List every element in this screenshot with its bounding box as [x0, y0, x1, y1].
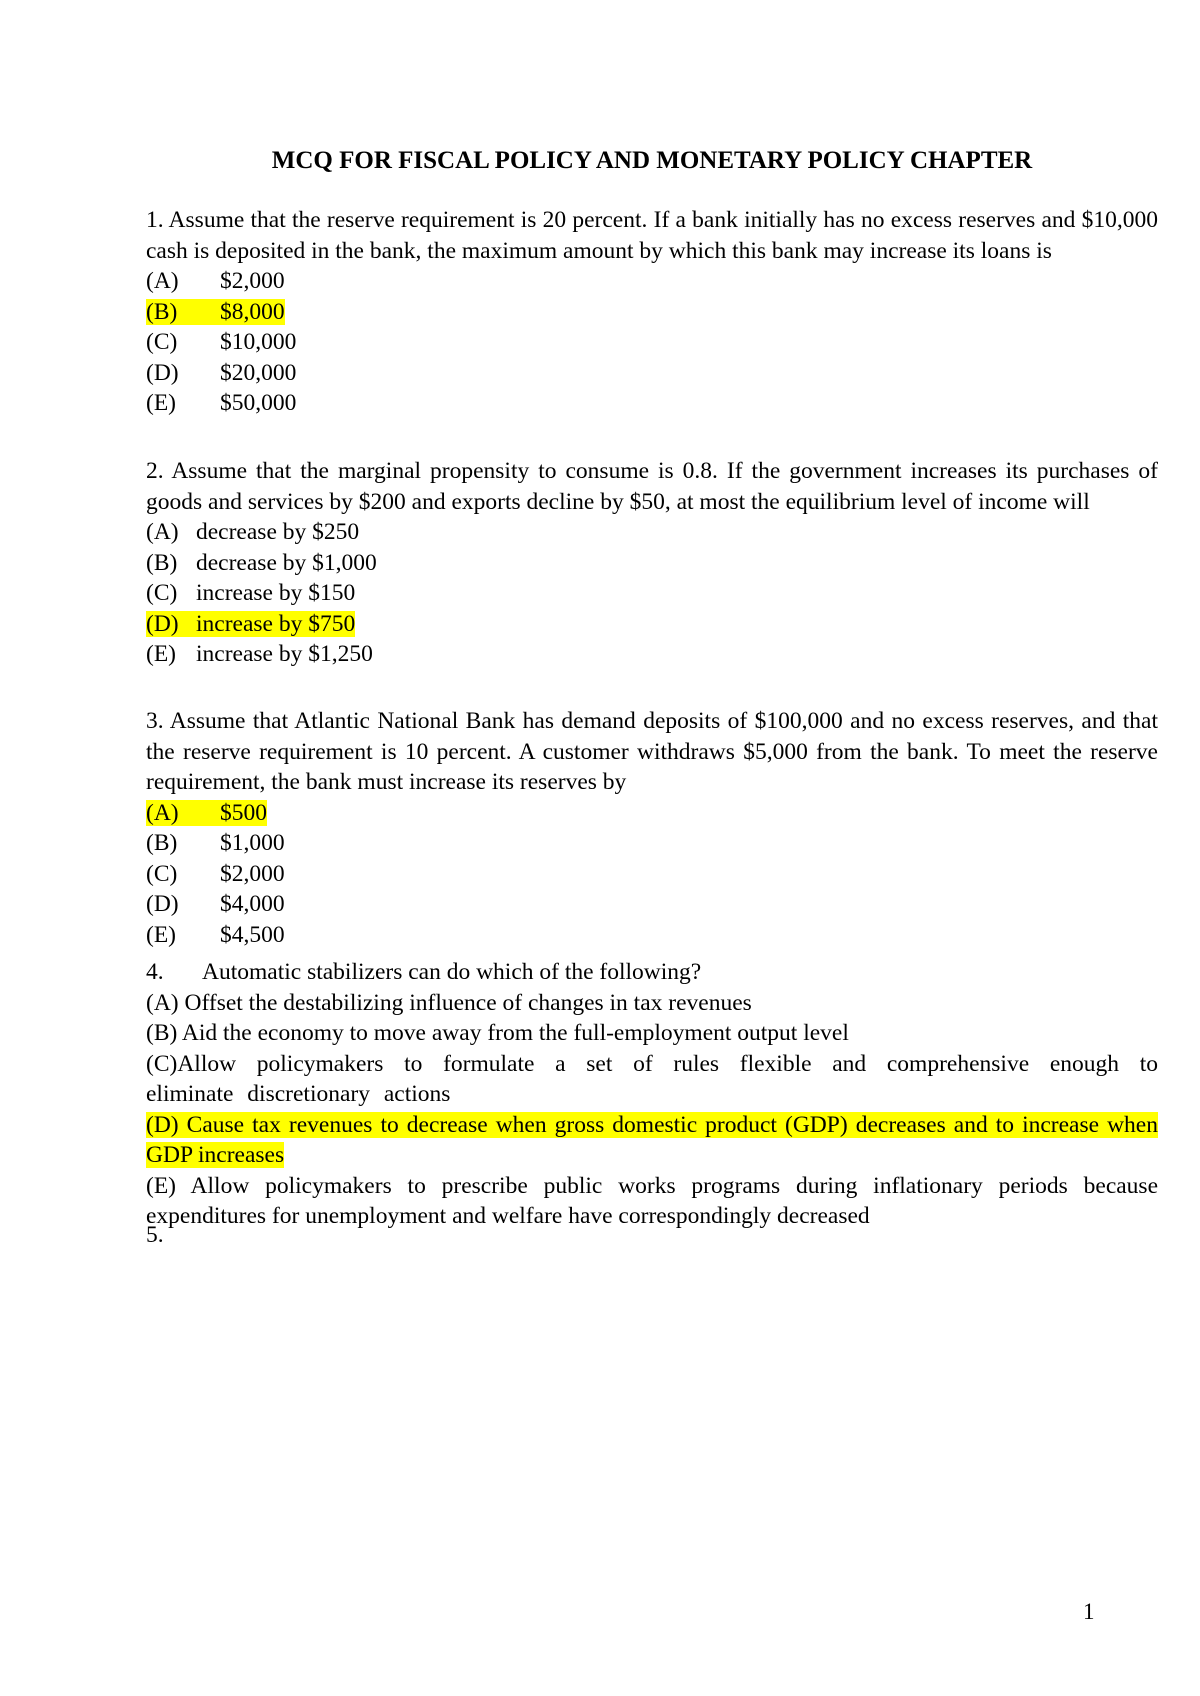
option-letter: (E)	[146, 641, 177, 667]
option-d-highlighted	[146, 1110, 1158, 1171]
option-letter: (D)	[146, 610, 179, 637]
option-text: $1,000	[220, 830, 285, 856]
option-c	[146, 327, 1158, 358]
option-text: (D) Cause tax revenues to decrease when gross domestic product (GDP) decreases and to increase when GDP increases	[146, 1111, 1158, 1168]
question-number: 4.	[146, 959, 164, 985]
question-2	[146, 456, 1158, 670]
option-e	[146, 388, 1158, 419]
option-text: increase by $150	[196, 580, 356, 606]
option-text: $4,500	[220, 921, 285, 948]
option-letter: (C)	[146, 860, 178, 887]
option-text: $10,000	[220, 329, 297, 355]
option-letter: (C)	[146, 580, 178, 606]
question-stem: 3. Assume that Atlantic National Bank has demand deposits of $100,000 and no excess reserves, and that the reserve requirement is 10 percent. A customer withdraws $5,000 from the bank. To meet the reserve requirement, the bank must increase its reserves by	[146, 708, 1158, 795]
option-text: $20,000	[220, 359, 297, 386]
option-letter: (E)	[146, 390, 177, 416]
option-c	[146, 859, 1158, 890]
option-text: $2,000	[220, 268, 285, 294]
option-e	[146, 920, 1158, 951]
document-title: MCQ FOR FISCAL POLICY AND MONETARY POLICY CHAPTER	[271, 147, 1033, 174]
option-text: $4,000	[220, 891, 285, 917]
question-stem: Automatic stabilizers can do which of the following?	[202, 959, 702, 985]
option-e: (E) Allow policymakers to prescribe public works programs during inflationary periods because expenditures for unemployment and welfare have correspondingly decreased	[146, 1172, 1158, 1229]
option-letter: (D)	[146, 891, 179, 917]
option-c: (C)Allow policymakers to formulate a set of rules flexible and comprehensive enough to eliminate discretionary actions	[146, 1050, 1158, 1107]
option-letter: (A)	[146, 799, 179, 826]
option-text: $500	[220, 799, 267, 826]
option-text: $8,000	[220, 298, 285, 325]
option-a	[146, 517, 1158, 548]
option-letter: (B)	[146, 830, 178, 856]
option-letter: (D)	[146, 359, 179, 386]
option-b: (B) Aid the economy to move away from the full-employment output level	[146, 1020, 849, 1046]
question-4	[146, 957, 1158, 1232]
option-d	[146, 889, 1158, 920]
question-stem: 1. Assume that the reserve requirement is 20 percent. If a bank initially has no excess reserves and $10,000 cash is deposited in the bank, the maximum amount by which this bank may increase its loans is	[146, 207, 1158, 264]
option-a	[146, 266, 1158, 297]
option-letter: (A)	[146, 519, 179, 545]
option-c	[146, 578, 1158, 609]
option-b-highlighted	[146, 297, 1158, 328]
option-e	[146, 639, 1158, 670]
option-text: decrease by $1,000	[196, 549, 377, 576]
option-b	[146, 828, 1158, 859]
question-1	[146, 205, 1158, 419]
option-text: $2,000	[220, 860, 285, 887]
option-text: $50,000	[220, 390, 297, 416]
option-text: increase by $1,250	[196, 641, 373, 667]
question-stem: 2. Assume that the marginal propensity to consume is 0.8. If the government increases its purchases of goods and services by $200 and exports decline by $50, at most the equilibrium level of income will	[146, 458, 1158, 515]
option-d	[146, 358, 1158, 389]
question-5	[146, 1220, 1158, 1251]
option-text: decrease by $250	[196, 519, 360, 545]
page-number: 1	[1083, 1599, 1095, 1624]
option-a: (A) Offset the destabilizing influence of changes in tax revenues	[146, 989, 752, 1016]
option-letter: (C)	[146, 329, 178, 355]
question-stem: 5.	[146, 1222, 164, 1248]
option-d-highlighted	[146, 609, 1158, 640]
question-3	[146, 706, 1158, 950]
option-letter: (B)	[146, 298, 178, 325]
option-letter: (B)	[146, 549, 178, 576]
option-a-highlighted	[146, 798, 1158, 829]
option-b	[146, 548, 1158, 579]
option-text: increase by $750	[196, 610, 356, 637]
option-letter: (E)	[146, 921, 177, 948]
option-letter: (A)	[146, 268, 179, 294]
question-stem-line	[146, 957, 1158, 988]
